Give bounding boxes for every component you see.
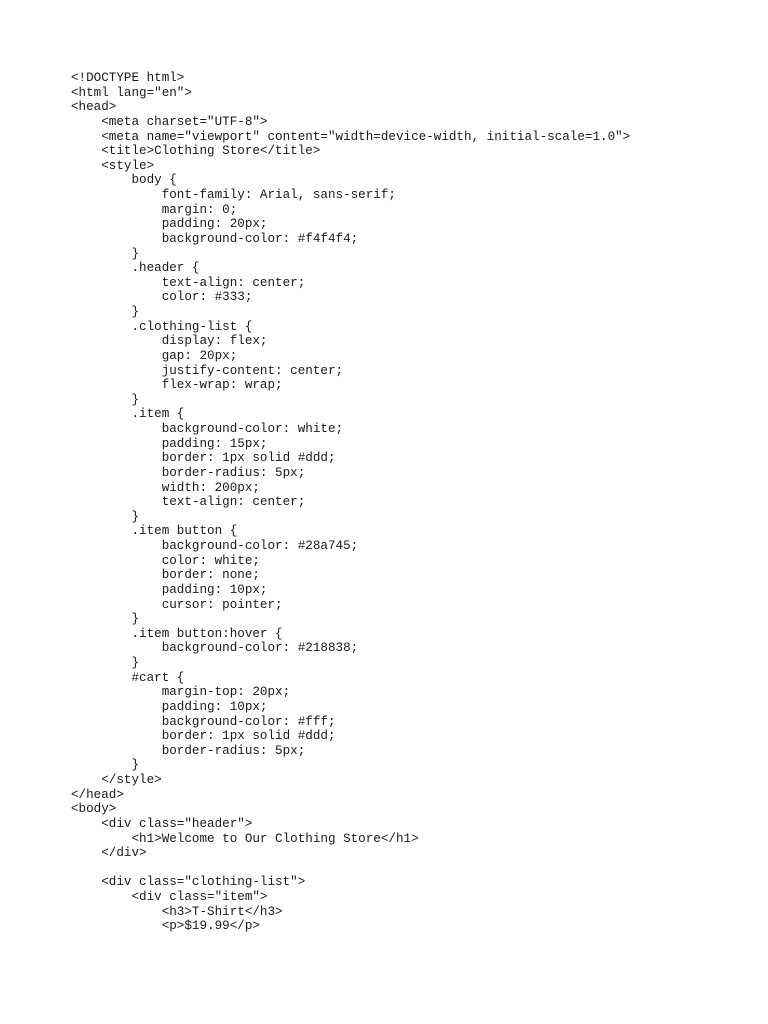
- code-line: <div class="header">: [71, 816, 253, 831]
- code-line: .item {: [71, 407, 185, 422]
- code-line: <!DOCTYPE html>: [71, 71, 185, 85]
- code-line: }: [71, 392, 140, 407]
- code-line: justify-content: center;: [71, 363, 344, 378]
- code-line: }: [71, 246, 140, 261]
- code-line: }: [71, 305, 140, 319]
- code-line: background-color: #28a745;: [71, 539, 359, 553]
- code-line: margin-top: 20px;: [71, 685, 291, 700]
- code-line: .item button:hover {: [71, 626, 283, 641]
- code-line: width: 200px;: [71, 480, 260, 495]
- code-line: color: white;: [71, 553, 260, 568]
- code-line: }: [71, 509, 140, 524]
- code-line: }: [71, 758, 140, 773]
- code-line: color: #333;: [71, 290, 253, 305]
- code-line: }: [71, 612, 140, 627]
- code-line: <head>: [71, 100, 117, 115]
- code-line: border-radius: 5px;: [71, 465, 306, 480]
- code-line: <title>Clothing Store</title>: [71, 144, 321, 159]
- code-line: <h3>T-Shirt</h3>: [71, 904, 283, 919]
- code-line: font-family: Arial, sans-serif;: [71, 188, 396, 202]
- code-listing: [71, 71, 630, 934]
- code-line: border: 1px solid #ddd;: [71, 451, 336, 466]
- code-line: border-radius: 5px;: [71, 743, 306, 758]
- code-line: gap: 20px;: [71, 348, 238, 363]
- code-line: cursor: pointer;: [71, 597, 283, 612]
- code-line: padding: 10px;: [71, 582, 268, 597]
- code-line: </style>: [71, 773, 162, 787]
- code-line: text-align: center;: [71, 495, 306, 510]
- code-line: <html lang="en">: [71, 85, 192, 100]
- code-line: </head>: [71, 787, 124, 802]
- code-line: .clothing-list {: [71, 319, 253, 334]
- code-line: </div>: [71, 846, 147, 861]
- code-line: <meta name="viewport" content="width=device-width, initial-scale=1.0">: [71, 129, 631, 144]
- code-line: text-align: center;: [71, 275, 306, 290]
- code-line: display: flex;: [71, 334, 268, 349]
- code-line: <body>: [71, 802, 117, 817]
- code-line: <h1>Welcome to Our Clothing Store</h1>: [71, 831, 419, 846]
- code-line: background-color: #f4f4f4;: [71, 231, 359, 246]
- code-line: #cart {: [71, 670, 185, 685]
- code-line: padding: 15px;: [71, 436, 268, 451]
- code-line: background-color: #218838;: [71, 641, 359, 656]
- code-line: <div class="clothing-list">: [71, 875, 306, 890]
- code-line: padding: 10px;: [71, 699, 268, 714]
- code-line: border: none;: [71, 568, 260, 583]
- code-line: [71, 861, 630, 876]
- code-line: <p>$19.99</p>: [71, 919, 260, 934]
- code-line: background-color: white;: [71, 422, 344, 436]
- code-line: <div class="item">: [71, 890, 268, 904]
- code-line: <meta charset="UTF-8">: [71, 114, 268, 129]
- code-line: .item button {: [71, 524, 238, 539]
- code-line: border: 1px solid #ddd;: [71, 729, 336, 744]
- code-line: }: [71, 656, 140, 670]
- code-line: .header {: [71, 261, 200, 276]
- code-line: margin: 0;: [71, 202, 238, 217]
- code-line: padding: 20px;: [71, 217, 268, 232]
- code-line: <style>: [71, 158, 155, 173]
- code-line: background-color: #fff;: [71, 714, 336, 729]
- code-line: flex-wrap: wrap;: [71, 378, 283, 393]
- code-line: body {: [71, 173, 177, 188]
